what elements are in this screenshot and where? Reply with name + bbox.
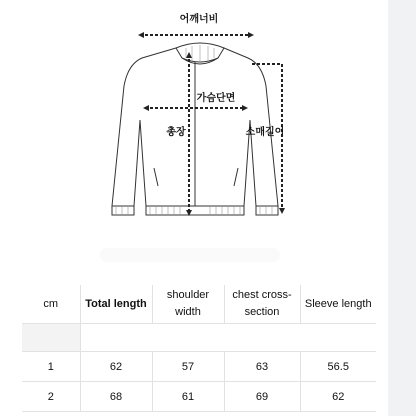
table-row bbox=[22, 382, 376, 412]
watermark bbox=[100, 248, 280, 262]
cell-shoulder-width: 61 bbox=[152, 382, 224, 412]
cell-chest: 63 bbox=[224, 352, 300, 382]
cell-sleeve-length: 62 bbox=[300, 382, 376, 412]
header-cm: cm bbox=[22, 285, 80, 324]
header-chest-cross-section: chest cross- section bbox=[224, 285, 300, 324]
row-size-label: 1 bbox=[22, 352, 80, 382]
total-length-label: 총장 bbox=[166, 127, 186, 138]
right-edge-panel bbox=[388, 0, 416, 416]
header-sleeve-length: Sleeve length bbox=[300, 285, 376, 324]
sleeve-length-label: 소매길이 bbox=[245, 127, 285, 138]
cell-sleeve-length: 56.5 bbox=[300, 352, 376, 382]
cell-total-length: 62 bbox=[80, 352, 152, 382]
cell-shoulder-width: 57 bbox=[152, 352, 224, 382]
table-row bbox=[22, 352, 376, 382]
table-spacer-row bbox=[22, 324, 376, 352]
size-table-container bbox=[22, 285, 376, 412]
cell-chest: 69 bbox=[224, 382, 300, 412]
size-table bbox=[22, 285, 376, 412]
cell-total-length: 68 bbox=[80, 382, 152, 412]
chest-label: 가슴단면 bbox=[196, 93, 236, 104]
row-size-label: 2 bbox=[22, 382, 80, 412]
header-total-length: Total length bbox=[80, 285, 152, 324]
header-shoulder-width: shoulder width bbox=[152, 285, 224, 324]
table-header-row bbox=[22, 285, 376, 324]
shoulder-width-label: 어깨너비 bbox=[179, 14, 219, 25]
